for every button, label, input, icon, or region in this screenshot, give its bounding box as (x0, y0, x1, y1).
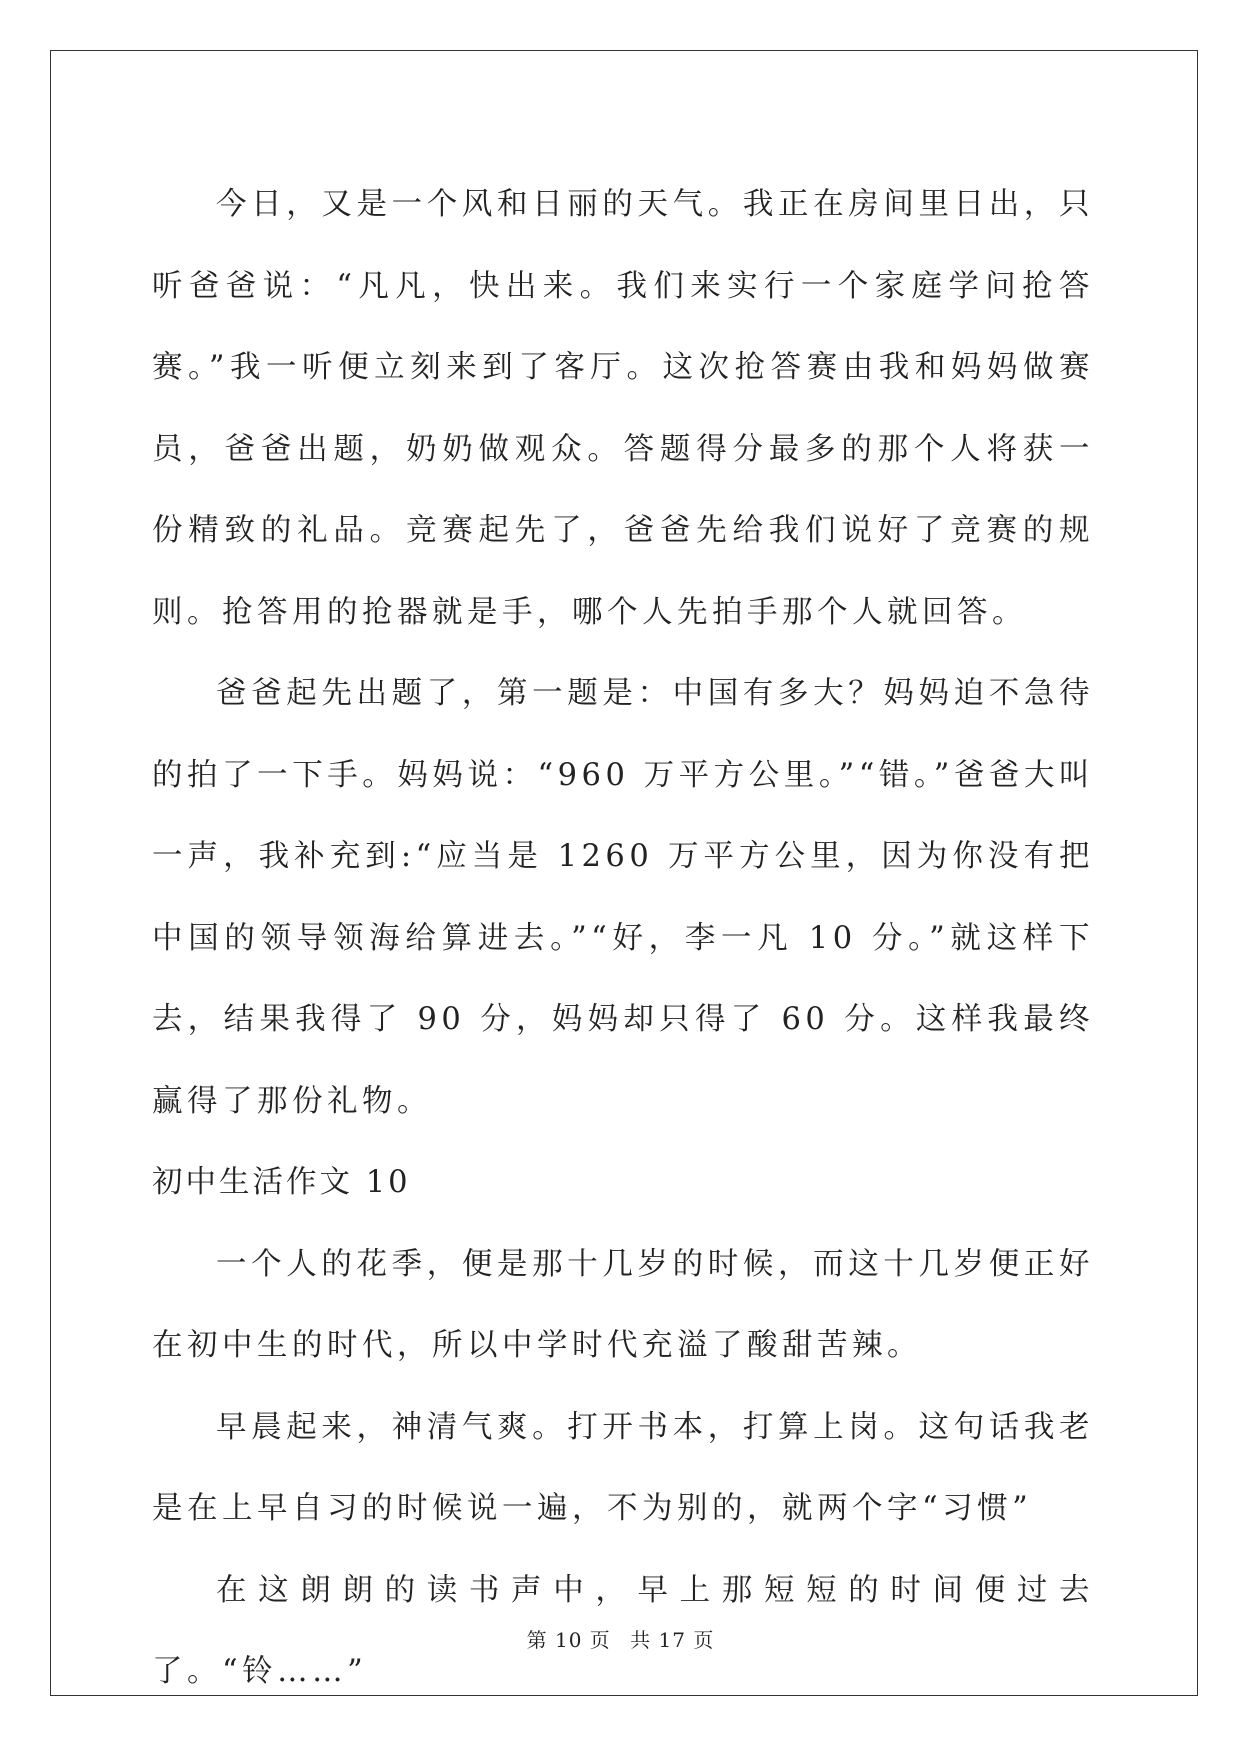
section-title: 初中生活作文 10 (152, 1165, 411, 1200)
page-footer (0, 1624, 1241, 1653)
page-total: 共 17 页 (630, 1628, 715, 1652)
section-paragraph-3: 在这朗朗的读书声中，早上那短短的时间便过去了。“铃……” (152, 1572, 1094, 1689)
document-body (152, 164, 1094, 1713)
paragraph-1: 今日，又是一个风和日丽的天气。我正在房间里日出，只听爸爸说：“凡凡，快出来。我们来实行一个家庭学问抢答赛。”我一听便立刻来到了客厅。这次抢答赛由我和妈妈做赛员，爸爸出题，奶奶做观众。答题得分最多的那个人将获一份精致的礼品。竞赛起先了，爸爸先给我们说好了竞赛的规则。抢答用的抢器就是手，哪个人先拍手那个人就回答。 (152, 187, 1094, 630)
paragraph-2: 爸爸起先出题了，第一题是：中国有多大？妈妈迫不急待的拍了一下手。妈妈说：“960 万平方公里。”“错。”爸爸大叫一声，我补充到:“应当是 1260 万平方公里，因为你没有把中国的领导领海给算进去。”“好，李一凡 10 分。”就这样下去，结果我得了 90 分，妈妈却只得了 60 分。这样我最终赢得了那份礼物。 (152, 676, 1094, 1119)
section-paragraph-1: 一个人的花季，便是那十几岁的时候，而这十几岁便正好在初中生的时代，所以中学时代充溢了酸甜苦辣。 (152, 1246, 1094, 1363)
page-number: 第 10 页 (526, 1628, 611, 1652)
section-paragraph-2: 早晨起来，神清气爽。打开书本，打算上岗。这句话我老是在上早自习的时候说一遍，不为别的，就两个字“习惯” (152, 1409, 1094, 1526)
